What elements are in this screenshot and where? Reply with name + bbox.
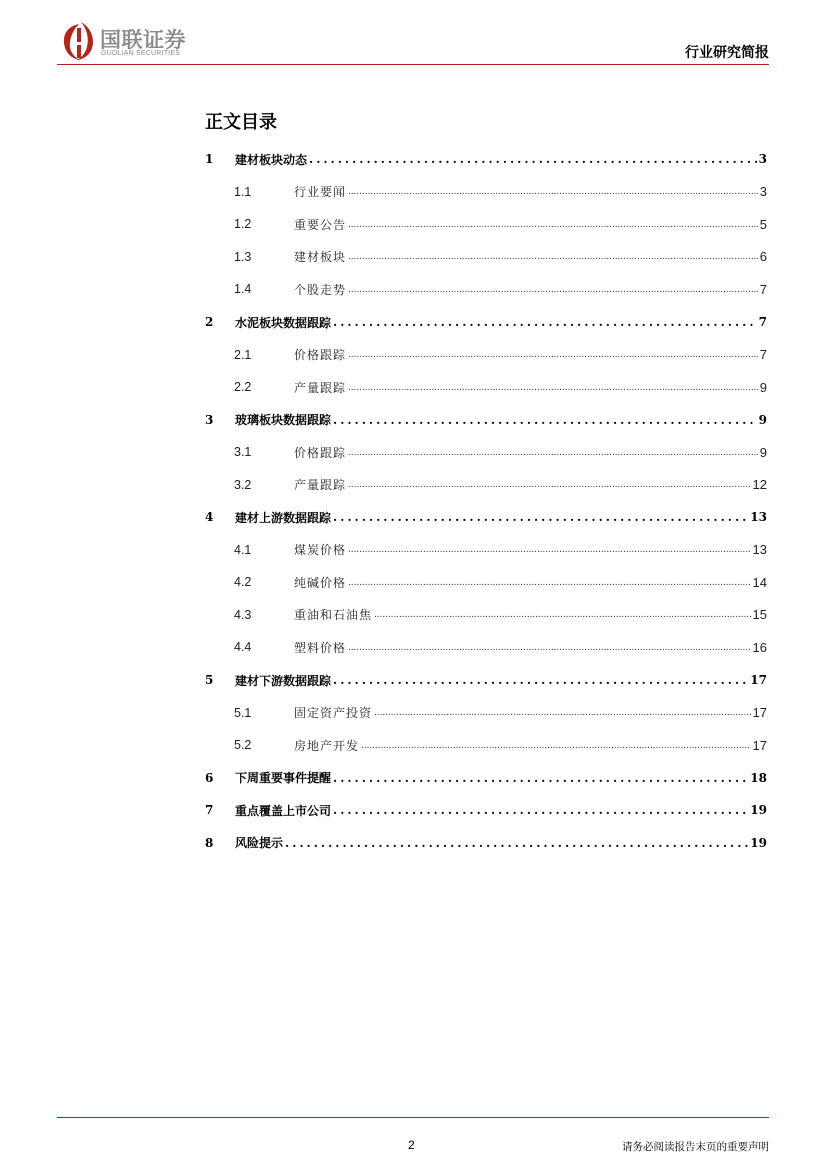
toc-entry-number: 1.4 [234, 282, 252, 297]
toc-subsection-entry[interactable] [205, 696, 767, 729]
toc-entry-number: 1.3 [234, 249, 252, 264]
toc-entry-page: 3 [758, 152, 767, 167]
toc-entry-page: 13 [750, 510, 767, 525]
logo-chinese-text: 国联证券 [100, 28, 186, 52]
toc-dot-leader [348, 577, 751, 588]
toc-entry-number: 4.2 [234, 575, 252, 590]
toc-entry-page: 17 [752, 737, 767, 753]
toc-dot-leader [374, 707, 751, 718]
toc-entry-label: 重要公告 [294, 217, 347, 232]
toc-entry-label: 房地产开发 [294, 738, 360, 753]
toc-entry-number: 6 [205, 770, 214, 785]
toc-section-entry[interactable] [205, 794, 767, 827]
toc-dot-leader [333, 315, 757, 329]
toc-entry-label: 产量跟踪 [294, 380, 347, 395]
toc-entry-page: 19 [750, 835, 767, 850]
toc-entry-page: 15 [752, 607, 767, 623]
toc-entry-label: 煤炭价格 [294, 543, 347, 558]
toc-entry-page: 13 [752, 542, 767, 558]
toc-subsection-entry[interactable] [205, 371, 767, 404]
toc-section-entry[interactable] [205, 403, 767, 436]
toc-entry-label: 建材下游数据跟踪 [235, 673, 332, 688]
toc-entry-number: 1.2 [234, 217, 252, 232]
toc-dot-leader [348, 447, 758, 458]
toc-entry-label: 塑料价格 [294, 640, 347, 655]
toc-entry-page: 18 [750, 770, 767, 785]
toc-entry-number: 5.1 [234, 705, 252, 720]
toc-section-entry[interactable] [205, 826, 767, 859]
toc-entry-label: 风险提示 [235, 836, 284, 851]
toc-entry-number: 4 [205, 510, 214, 525]
toc-dot-leader [348, 349, 758, 360]
toc-entry-label: 建材上游数据跟踪 [235, 510, 332, 525]
toc-dot-leader [348, 186, 758, 197]
toc-subsection-entry[interactable] [205, 631, 767, 664]
toc-dot-leader [333, 771, 748, 785]
logo-english-text: GUOLIAN SECURITIES [101, 50, 181, 57]
toc-section-entry[interactable] [205, 306, 767, 339]
toc-entry-page: 17 [752, 705, 767, 721]
toc-subsection-entry[interactable] [205, 273, 767, 306]
toc-entry-page: 17 [750, 673, 767, 688]
toc-section-entry[interactable] [205, 501, 767, 534]
toc-entry-number: 3.2 [234, 477, 252, 492]
toc-entry-page: 12 [752, 477, 767, 493]
toc-entry-label: 下周重要事件提醒 [235, 771, 332, 786]
toc-dot-leader [361, 740, 751, 751]
report-type-label: 行业研究简报 [685, 45, 769, 61]
toc-entry-number: 5.2 [234, 738, 252, 753]
toc-subsection-entry[interactable] [205, 468, 767, 501]
toc-entry-page: 3 [759, 184, 767, 200]
toc-dot-leader [285, 836, 748, 850]
toc-entry-page: 7 [758, 315, 767, 329]
toc-entry-page: 9 [758, 412, 767, 427]
toc-section-entry[interactable] [205, 664, 767, 697]
toc-dot-leader [333, 510, 748, 524]
toc-entry-number: 7 [205, 803, 214, 818]
toc-entry-number: 1 [205, 152, 214, 167]
toc-entry-page: 9 [759, 444, 767, 460]
toc-entry-label: 价格跟踪 [294, 348, 347, 363]
toc-subsection-entry[interactable] [205, 208, 767, 241]
toc-subsection-entry[interactable] [205, 176, 767, 209]
toc-entry-number: 2.1 [234, 347, 252, 362]
toc-subsection-entry[interactable] [205, 566, 767, 599]
table-of-contents [205, 143, 767, 859]
page-number: 2 [408, 1138, 415, 1152]
toc-dot-leader [309, 152, 757, 166]
toc-entry-number: 3.1 [234, 445, 252, 460]
toc-entry-number: 4.1 [234, 542, 252, 557]
toc-entry-number: 8 [205, 835, 214, 850]
toc-dot-leader [348, 251, 758, 262]
toc-entry-number: 2.2 [234, 380, 252, 395]
toc-subsection-entry[interactable] [205, 241, 767, 274]
toc-subsection-entry[interactable] [205, 436, 767, 469]
toc-dot-leader [348, 284, 758, 295]
toc-entry-number: 4.4 [234, 640, 252, 655]
toc-dot-leader [374, 609, 751, 620]
toc-entry-number: 4.3 [234, 607, 252, 622]
toc-dot-leader [348, 382, 758, 393]
toc-dot-leader [348, 479, 751, 490]
toc-entry-label: 建材板块动态 [235, 152, 308, 167]
toc-subsection-entry[interactable] [205, 599, 767, 632]
toc-entry-label: 固定资产投资 [294, 706, 373, 721]
toc-dot-leader [348, 219, 758, 230]
toc-entry-page: 6 [759, 249, 767, 265]
toc-entry-page: 7 [759, 347, 767, 363]
toc-subsection-entry[interactable] [205, 534, 767, 567]
toc-entry-page: 16 [752, 639, 767, 655]
toc-entry-page: 7 [759, 281, 767, 297]
toc-section-entry[interactable] [205, 143, 767, 176]
footer-divider [57, 1117, 769, 1118]
company-logo [60, 20, 210, 62]
toc-dot-leader [333, 673, 748, 687]
toc-entry-label: 价格跟踪 [294, 445, 347, 460]
toc-entry-page: 14 [752, 574, 767, 590]
toc-entry-label: 个股走势 [294, 282, 347, 297]
toc-dot-leader [348, 642, 751, 653]
toc-section-entry[interactable] [205, 761, 767, 794]
toc-entry-number: 5 [205, 673, 214, 688]
toc-dot-leader [348, 544, 751, 555]
toc-entry-page: 19 [750, 803, 767, 818]
logo-emblem-icon [60, 20, 98, 62]
toc-entry-page: 9 [759, 379, 767, 395]
toc-title: 正文目录 [205, 112, 277, 133]
toc-entry-page: 5 [759, 216, 767, 232]
toc-entry-label: 纯碱价格 [294, 575, 347, 590]
toc-entry-label: 产量跟踪 [294, 478, 347, 493]
toc-entry-label: 水泥板块数据跟踪 [235, 315, 332, 330]
toc-entry-number: 2 [205, 315, 214, 329]
header-divider [57, 64, 769, 65]
toc-entry-label: 重油和石油焦 [294, 608, 373, 623]
toc-entry-number: 3 [205, 412, 214, 427]
footer-disclaimer: 请务必阅读报告末页的重要声明 [622, 1141, 769, 1153]
toc-subsection-entry[interactable] [205, 338, 767, 371]
toc-entry-label: 玻璃板块数据跟踪 [235, 413, 332, 428]
page-header [0, 0, 827, 70]
toc-entry-label: 重点覆盖上市公司 [235, 803, 332, 818]
toc-subsection-entry[interactable] [205, 729, 767, 762]
toc-entry-label: 建材板块 [294, 250, 347, 265]
toc-entry-number: 1.1 [234, 184, 252, 199]
toc-dot-leader [333, 803, 748, 817]
toc-entry-label: 行业要闻 [294, 185, 347, 200]
toc-dot-leader [333, 413, 757, 427]
